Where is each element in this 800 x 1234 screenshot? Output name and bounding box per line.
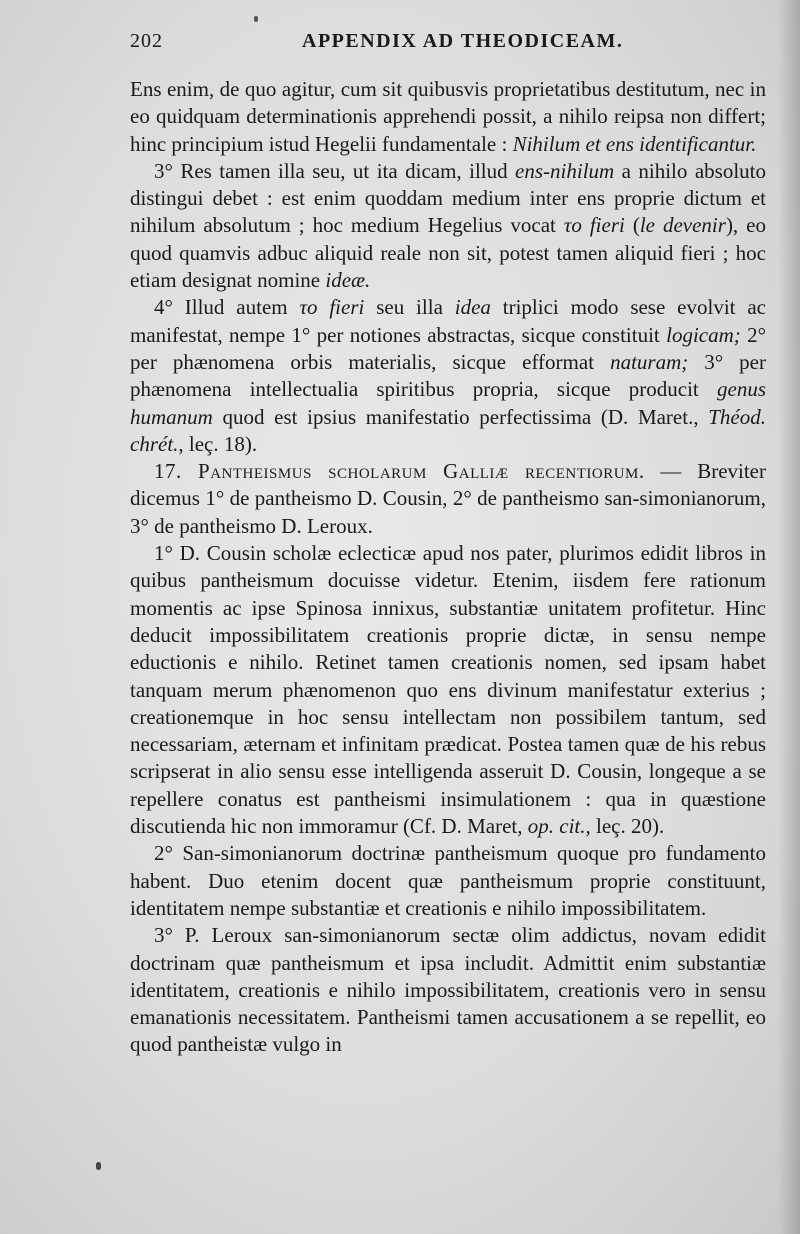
ink-spot xyxy=(254,16,258,22)
italic-text: naturam; xyxy=(610,349,689,374)
italic-text: idea xyxy=(454,295,491,320)
page-header xyxy=(130,30,760,60)
italic-text: op. cit. xyxy=(527,814,586,839)
text-run: quod est ipsius manifestatio perfectissima (D. Maret., xyxy=(212,404,709,429)
italic-text: ideæ. xyxy=(325,268,371,293)
text-run: a nihilo absoluto distingui debet : est enim quoddam medium inter ens proprie dictum et nihilum absolutum ; hoc medium Hegelius vocat xyxy=(130,158,766,238)
italic-text: le devenir xyxy=(639,213,726,238)
paragraph xyxy=(130,840,766,922)
text-run: Ens enim, de quo agitur, cum sit quibusvis proprietatibus destitutum, nec in eo quidquam determinationis apprehendi possit, a nihilo reipsa non differt; hinc principium istud Hegelii fundamentale : xyxy=(130,77,766,156)
text-run: triplici modo sese evolvit ac manifestat, nempe 1° per notiones abstractas, sicque constituit xyxy=(130,295,766,347)
italic-text: το fieri xyxy=(563,213,625,238)
text-run: 2° per phænomena orbis materialis, sicque efformat xyxy=(130,322,766,374)
paragraph xyxy=(130,158,766,294)
text-run: ), eo quod quamvis adbuc aliquid reale non sit, potest tamen aliquid fieri ; hoc etiam designat nomine xyxy=(130,213,766,293)
italic-text: logicam; xyxy=(666,322,741,347)
italic-text: ens-nihilum xyxy=(515,158,615,183)
text-run: 3° Res tamen illa seu, ut ita dicam, illud xyxy=(154,158,516,183)
paragraph xyxy=(130,76,766,158)
paragraph xyxy=(130,458,766,540)
italic-text: το fieri xyxy=(299,295,365,320)
paragraph xyxy=(130,922,766,1058)
italic-text: genus humanum xyxy=(130,377,766,429)
text-run: 3° per phænomena intellectualia spiritibus propria, sicque producit xyxy=(130,349,766,402)
text-run: , leç. 20). xyxy=(585,814,665,839)
page-number: 202 xyxy=(130,30,163,52)
text-run: 4° Illud autem xyxy=(154,295,300,320)
paragraph xyxy=(130,294,766,458)
page-edge-shadow xyxy=(778,0,800,1234)
text-run: , leç. 18). xyxy=(178,431,258,456)
italic-text: Nihilum et ens identificantur. xyxy=(512,131,757,156)
paragraph xyxy=(130,540,766,840)
text-run: 2° San-simonianorum doctrinæ pantheismum quoque pro fundamento habent. Duo etenim docent quæ pantheismum proprie constituunt, identitatem nempe substantiæ et creationis e nihilo impossibilitatem. xyxy=(130,841,766,920)
ink-spot xyxy=(96,1162,101,1170)
text-run: — Breviter dicemus 1° de pantheismo D. Cousin, 2° de pantheismo san-simonianorum, 3° de pantheismo D. Leroux. xyxy=(130,459,766,538)
text-run: ( xyxy=(624,213,640,238)
body-text xyxy=(130,76,766,1059)
italic-text: Théod. chrét. xyxy=(130,404,766,456)
running-head: APPENDIX AD THEODICEAM. xyxy=(302,30,624,52)
text-run: 3° P. Leroux san-simonianorum sectæ olim addictus, novam edidit doctrinam quæ pantheismum et ipsa includit. Admittit enim substantiæ identitatem, creationis e nihilo impossibilitatem, creationis vero in sensu emanationis necessitatem. Pantheismi tamen accusationem a se repellit, eo quod pantheistæ vulgo in xyxy=(130,923,766,1057)
section-heading: 17. Pantheismus scholarum Galliæ recentiorum. xyxy=(154,459,645,484)
text-run: seu illa xyxy=(364,295,455,320)
text-run: 1° D. Cousin scholæ eclecticæ apud nos pater, plurimos edidit libros in quibus pantheismum docuisse videtur. Etenim, iisdem fere rationum momentis ac ipse Spinosa innixus, substantiæ unitatem profitetur. Hinc deducit impossibilitatem creationis proprie dictæ, in sensu nempe eductionis e nihilo. Retinet tamen creationis nomen, sed ipsam habet tanquam merum phænomenon quo ens divinum manifestatur exterius ; creationemque in hoc sensu intellectam non possibilem tantum, sed necessariam, æternam et infinitam prædicat. Postea tamen quæ de his rebus scripserat in alio sensu esse intelligenda asseruit D. Cousin, longeque a se repellere conatus est pantheismi insimulationem : qua in quæstione discutienda hic non immoramur (Cf. D. Maret, xyxy=(130,541,766,839)
